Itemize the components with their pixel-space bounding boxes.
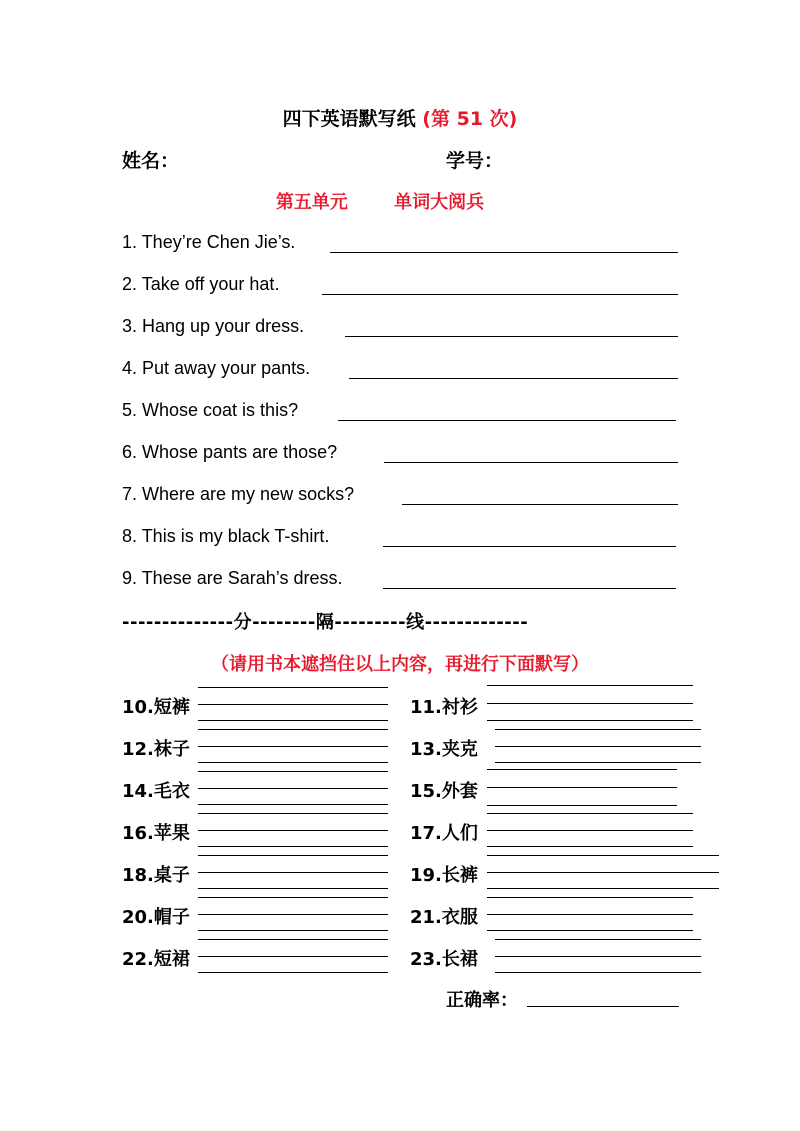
answer-line <box>487 769 677 770</box>
answer-line <box>487 855 719 856</box>
answer-line <box>495 939 701 940</box>
sentence-item: 4. Put away your pants. <box>122 358 311 378</box>
answer-line <box>198 804 388 805</box>
answer-line <box>495 762 701 763</box>
vocab-item: 17.人们 <box>410 823 478 844</box>
answer-line <box>198 762 388 763</box>
answer-line <box>487 846 693 847</box>
answer-line <box>349 378 678 379</box>
vocab-item: 20.帽子 <box>122 907 190 928</box>
answer-line <box>198 720 388 721</box>
answer-line <box>487 787 677 788</box>
answer-line <box>198 914 388 915</box>
answer-line <box>487 888 719 889</box>
answer-line <box>384 462 678 463</box>
answer-line <box>198 930 388 931</box>
sentence-item: 6. Whose pants are those? <box>122 442 338 462</box>
answer-line <box>198 788 388 789</box>
answer-line <box>198 687 388 688</box>
sentence-item: 8. This is my black T-shirt. <box>122 526 330 546</box>
vocab-item: 14.毛衣 <box>122 781 190 802</box>
vocab-item: 23.长裙 <box>410 949 478 970</box>
answer-line <box>198 846 388 847</box>
answer-line <box>487 914 693 915</box>
vocab-item: 10.短裤 <box>122 697 190 718</box>
answer-line <box>402 504 678 505</box>
sentence-item: 5. Whose coat is this? <box>122 400 299 420</box>
answer-line <box>198 888 388 889</box>
page-title <box>0 104 800 131</box>
answer-line <box>487 805 677 806</box>
answer-line <box>495 956 701 957</box>
answer-line <box>487 830 693 831</box>
answer-line <box>198 746 388 747</box>
answer-line <box>198 704 388 705</box>
answer-line <box>345 336 678 337</box>
answer-line <box>198 855 388 856</box>
vocab-item: 13.夹克 <box>410 739 478 760</box>
section-unit: 第五单元 <box>275 192 348 213</box>
answer-line <box>487 813 693 814</box>
sentence-item: 3. Hang up your dress. <box>122 316 305 336</box>
sentence-item: 2. Take off your hat. <box>122 274 280 294</box>
answer-line <box>495 746 701 747</box>
sentence-item: 9. These are Sarah’s dress. <box>122 568 343 588</box>
section-heading <box>0 188 760 214</box>
answer-line <box>495 729 701 730</box>
accuracy-label: 正确率： <box>446 990 518 1011</box>
title-issue: (第 51 次) <box>422 108 518 130</box>
answer-line <box>487 720 693 721</box>
answer-line <box>198 972 388 973</box>
vocab-item: 16.苹果 <box>122 823 190 844</box>
vocab-item: 21.衣服 <box>410 907 478 928</box>
answer-line <box>487 897 693 898</box>
answer-line <box>487 703 693 704</box>
answer-line <box>487 930 693 931</box>
vocab-item: 22.短裙 <box>122 949 190 970</box>
answer-line <box>198 771 388 772</box>
answer-line <box>322 294 678 295</box>
accuracy-answer-line <box>527 1006 679 1007</box>
vocab-item: 19.长裤 <box>410 865 478 886</box>
sentence-item: 1. They’re Chen Jie’s. <box>122 232 296 252</box>
answer-line <box>487 685 693 686</box>
title-main: 四下英语默写纸 <box>282 108 416 130</box>
vocab-item: 15.外套 <box>410 781 478 802</box>
vocab-item: 11.衬衫 <box>410 697 478 718</box>
sentence-item: 7. Where are my new socks? <box>122 484 355 504</box>
separator-line: --------------分--------隔---------线------------- <box>122 612 529 633</box>
answer-line <box>198 813 388 814</box>
answer-line <box>198 939 388 940</box>
answer-line <box>198 872 388 873</box>
answer-line <box>495 972 701 973</box>
student-id-label: 学号： <box>446 150 504 172</box>
answer-line <box>383 588 676 589</box>
answer-line <box>198 956 388 957</box>
answer-line <box>338 420 676 421</box>
answer-line <box>330 252 678 253</box>
vocab-item: 12.袜子 <box>122 739 190 760</box>
answer-line <box>198 830 388 831</box>
instruction-text: （请用书本遮挡住以上内容，再进行下面默写） <box>211 654 589 675</box>
answer-line <box>198 729 388 730</box>
section-topic: 单词大阅兵 <box>394 192 485 213</box>
answer-line <box>383 546 676 547</box>
answer-line <box>198 897 388 898</box>
vocab-item: 18.桌子 <box>122 865 190 886</box>
answer-line <box>487 872 719 873</box>
name-label: 姓名： <box>122 150 180 172</box>
